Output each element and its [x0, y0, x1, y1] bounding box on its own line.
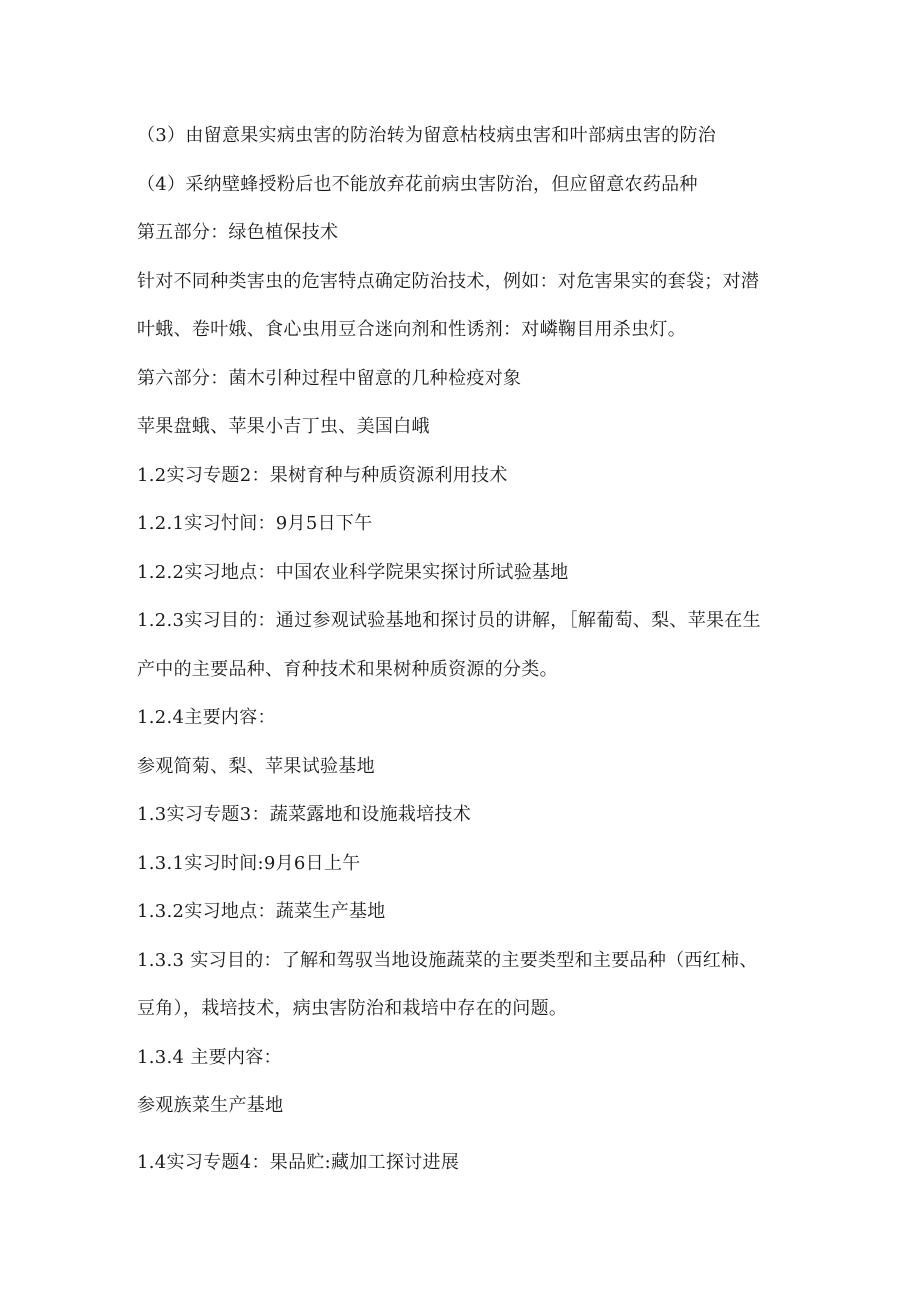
text-line: 1.3.2实习地点：蔬菜生产基地: [137, 901, 386, 922]
section-heading: 1.3实习专题3：蔬菜露地和设施栽培技术: [137, 804, 472, 825]
text-line: 参观简菊、梨、苹果试验基地: [137, 756, 375, 777]
text-line: 1.2.4主要内容：: [137, 707, 276, 728]
text-line: 1.2.2实习地点：中国农业科学院果实探讨所试验基地: [137, 562, 569, 583]
text-line: 参观族菜生产基地: [137, 1095, 284, 1116]
text-line: 叶蛾、卷叶娥、食心虫用豆合迷向剂和性诱剂：对嶙鞠目用杀虫灯。: [137, 319, 686, 340]
text-line: 产中的主要品种、育种技术和果树种质资源的分类。: [137, 659, 558, 680]
section-heading: 1.4实习专题4：果品贮:藏加工探讨进展: [137, 1152, 460, 1173]
section-heading: 1.2实习专题2：果树育种与种质资源利用技术: [137, 465, 508, 486]
text-line: 针对不同种类害虫的危害特点确定防治技术，例如：对危害果实的套袋；对潜: [137, 271, 760, 292]
text-line: 豆角），栽培技术，病虫害防治和栽培中存在的问题。: [137, 998, 568, 1019]
text-line: （4）采纳壁蜂授粉后也不能放弃花前病虫害防治，但应留意农药品种: [137, 174, 698, 195]
text-line: 1.3.3 实习目的：了解和驾驭当地设施蔬菜的主要类型和主要品种（西红柿、: [137, 950, 758, 971]
text-line: 1.3.4 主要内容：: [137, 1047, 282, 1068]
text-line: 1.2.1实习忖间：9月5日下午: [137, 513, 373, 534]
text-line: （3）由留意果实病虫害的防治转为留意枯枝病虫害和叶部病虫害的防治: [137, 125, 717, 146]
text-line: 1.2.3实习目的：通过参观试验基地和探讨员的讲解，［解葡萄、梨、苹果在生: [137, 610, 761, 631]
text-line: 苹果盘蛾、苹果小吉丁虫、美国白峨: [137, 416, 430, 437]
section-heading: 第五部分：绿色植保技术: [137, 222, 339, 243]
text-line: 1.3.1实习时间:9月6日上午: [137, 853, 361, 874]
section-heading: 第六部分：菌木引种过程中留意的几种检疫对象: [137, 368, 522, 389]
